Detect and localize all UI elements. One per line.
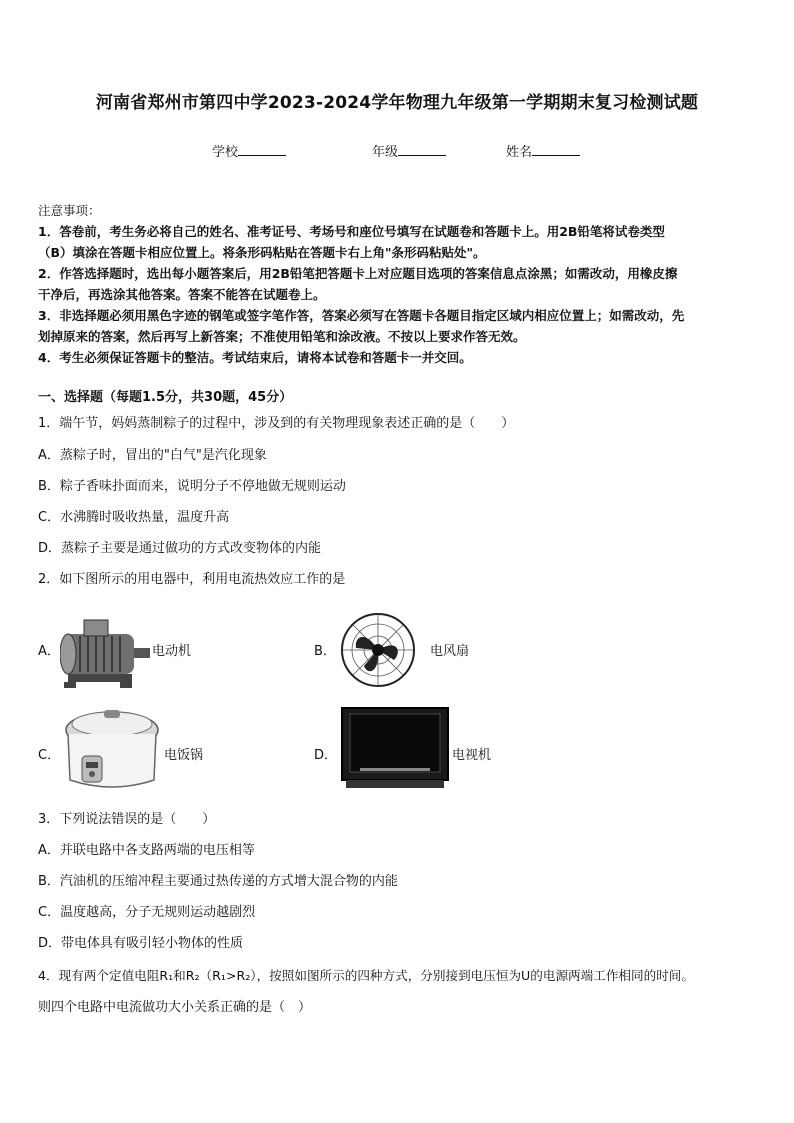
notice-line-5: 3．非选择题必须用黑色字迹的钢笔或签字笔作答，答案必须写在答题卡各题目指定区域内相应位置上；如需改动，先 [38, 308, 685, 323]
q4-stem-line-1: 4．现有两个定值电阻R₁和R₂（R₁>R₂），按照如图所示的四种方式，分别接到电压恒为U的电源两端工作相同的时间。 [38, 968, 694, 983]
q1-option-d[interactable]: D．蒸粽子主要是通过做功的方式改变物体的内能 [38, 541, 322, 556]
page-title: 河南省郑州市第四中学2023-2024学年物理九年级第一学期期末复习检测试题 [95, 93, 699, 113]
q3-option-d[interactable]: D．带电体具有吸引轻小物体的性质 [38, 936, 244, 951]
notice-line-6: 划掉原来的答案，然后再写上新答案；不准使用铅笔和涂改液。不按以上要求作答无效。 [38, 329, 526, 344]
rice-cooker-icon [60, 704, 164, 792]
q2-option-c-label: 电饭锅 [164, 748, 204, 763]
q2-option-d-letter[interactable]: D． [314, 748, 338, 763]
q2-stem: 2．如下图所示的用电器中，利用电流热效应工作的是 [38, 572, 346, 587]
q1-option-c[interactable]: C．水沸腾时吸收热量，温度升高 [38, 510, 230, 525]
grade-field [372, 141, 446, 160]
school-label: 学校 [212, 145, 239, 160]
notice-line-7: 4．考生必须保证答题卡的整洁。考试结束后，请将本试卷和答题卡一并交回。 [38, 350, 472, 365]
q3-option-a[interactable]: A．并联电路中各支路两端的电压相等 [38, 843, 255, 858]
q2-option-d-label: 电视机 [452, 748, 492, 763]
television-icon [340, 706, 450, 792]
section-heading: 一、选择题（每题1.5分，共30题，45分） [38, 390, 293, 405]
name-blank[interactable] [532, 143, 580, 156]
notice-line-4: 干净后，再选涂其他答案。答案不能答在试题卷上。 [38, 287, 326, 302]
q1-option-a[interactable]: A．蒸粽子时，冒出的"白气"是汽化现象 [38, 448, 267, 463]
name-field [506, 141, 580, 160]
name-label: 姓名 [506, 145, 533, 160]
q3-option-b[interactable]: B．汽油机的压缩冲程主要通过热传递的方式增大混合物的内能 [38, 874, 398, 889]
grade-label: 年级 [372, 145, 399, 160]
q2-option-a-letter[interactable]: A． [38, 644, 60, 659]
q4-stem-line-2: 则四个电路中电流做功大小关系正确的是（ ） [38, 1000, 312, 1015]
q3-stem: 3．下列说法错误的是（ ） [38, 812, 216, 827]
electric-motor-icon [60, 612, 152, 692]
grade-blank[interactable] [398, 143, 446, 156]
school-field [212, 141, 286, 160]
q2-option-b-letter[interactable]: B． [314, 644, 336, 659]
notice-line-2: （B）填涂在答题卡相应位置上。将条形码粘贴在答题卡右上角"条形码粘贴处"。 [38, 245, 486, 260]
q1-stem: 1．端午节，妈妈蒸制粽子的过程中，涉及到的有关物理现象表述正确的是（ ） [38, 416, 515, 431]
q2-option-b-label: 电风扇 [430, 644, 470, 659]
electric-fan-icon [336, 610, 420, 690]
school-blank[interactable] [238, 143, 286, 156]
q2-option-c-letter[interactable]: C． [38, 748, 61, 763]
q1-option-b[interactable]: B．粽子香味扑面而来，说明分子不停地做无规则运动 [38, 479, 346, 494]
notice-line-3: 2．作答选择题时，选出每小题答案后，用2B铅笔把答题卡上对应题目选项的答案信息点涂黑；如需改动，用橡皮擦 [38, 266, 678, 281]
notice-heading: 注意事项： [38, 203, 101, 218]
q2-option-a-label: 电动机 [152, 644, 192, 659]
notice-line-1: 1．答卷前，考生务必将自己的姓名、准考证号、考场号和座位号填写在试题卷和答题卡上。用2B铅笔将试卷类型 [38, 224, 665, 239]
q3-option-c[interactable]: C．温度越高，分子无规则运动越剧烈 [38, 905, 256, 920]
